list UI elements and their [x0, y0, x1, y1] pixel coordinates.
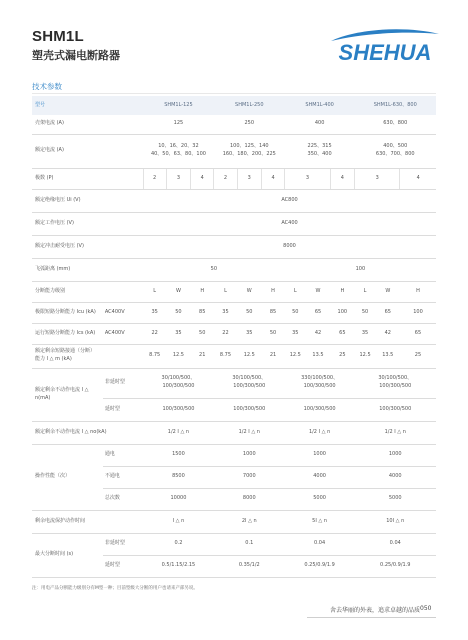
- row-sublabel: 非延时型: [103, 533, 143, 555]
- row-label: 额定剩余不动作电流 I △ n(mA): [32, 368, 103, 421]
- header-model-630: SHM1L-630、800: [355, 96, 437, 115]
- table-cell: 2: [214, 168, 237, 189]
- table-cell: 13.5: [306, 344, 330, 368]
- table-row: [32, 115, 436, 134]
- table-cell: 1/2 I △ n: [214, 421, 285, 444]
- row-sublabel: 通电: [103, 444, 143, 466]
- row-sublabel: 非延时型: [103, 368, 143, 398]
- table-cell: 0.25/0.9/1.9: [285, 555, 355, 577]
- table-cell: 1000: [355, 444, 437, 466]
- table-row: [32, 134, 436, 168]
- table-cell: 4: [330, 168, 354, 189]
- table-cell: 1000: [214, 444, 285, 466]
- table-cell: 1/2 I △ n: [355, 421, 437, 444]
- logo-text: SHEHUA: [338, 40, 432, 65]
- table-cell: 3: [237, 168, 261, 189]
- table-cell: 50: [355, 302, 376, 323]
- header-model-125: SHM1L-125: [143, 96, 214, 115]
- row-label: 最大分断时间 (s): [32, 533, 103, 577]
- table-cell: L: [285, 281, 306, 302]
- table-cell: 65: [400, 323, 436, 344]
- table-cell: 225、315 350、400: [285, 134, 355, 168]
- page-number: 050: [420, 605, 432, 612]
- table-cell: 7000: [214, 466, 285, 488]
- table-cell: AC400: [143, 212, 436, 235]
- table-cell: 5000: [355, 488, 437, 510]
- table-cell: 5I △ n: [285, 510, 355, 533]
- table-cell: 12.5: [166, 344, 190, 368]
- table-row: [32, 302, 436, 323]
- table-row: [32, 368, 436, 398]
- table-cell: 8000: [143, 235, 436, 258]
- table-cell: 30/100/500、 100/300/500: [214, 368, 285, 398]
- row-label: 极限短路分断能力 Icu (kA): [32, 302, 103, 323]
- footnote: 注：用电产品分断能力级别分有M型一种；目前型级大分断的用户也请来产部另说。: [32, 586, 198, 591]
- table-cell: 0.25/0.9/1.9: [355, 555, 437, 577]
- table-cell: 8500: [143, 466, 214, 488]
- table-row: [32, 235, 436, 258]
- table-cell: 85: [261, 302, 284, 323]
- table-cell: 0.5/1.15/2.15: [143, 555, 214, 577]
- table-cell: 30/100/500、 100/300/500: [143, 368, 214, 398]
- row-label: 额定剩余短路接通（分断） 能力 I △ m (kA): [32, 344, 143, 368]
- table-cell: 35: [237, 323, 261, 344]
- table-cell: L: [355, 281, 376, 302]
- table-cell: 2: [143, 168, 166, 189]
- table-cell: 10I △ n: [355, 510, 437, 533]
- row-label: 额定绝缘电压 Ui (V): [32, 189, 143, 212]
- table-cell: 250: [214, 115, 285, 134]
- table-cell: 400: [285, 115, 355, 134]
- table-cell: 12.5: [285, 344, 306, 368]
- table-cell: 22: [214, 323, 237, 344]
- table-cell: 1/2 I △ n: [285, 421, 355, 444]
- table-cell: 42: [306, 323, 330, 344]
- table-cell: 100: [285, 258, 436, 281]
- table-cell: AC800: [143, 189, 436, 212]
- table-cell: 4000: [355, 466, 437, 488]
- table-cell: 13.5: [376, 344, 400, 368]
- table-cell: 50: [143, 258, 285, 281]
- table-cell: H: [330, 281, 354, 302]
- row-sublabel: 延时型: [103, 398, 143, 421]
- row-label: 壳架电流 (A): [32, 115, 143, 134]
- row-label: 额定冲击耐受电压 (V): [32, 235, 143, 258]
- table-cell: 0.04: [285, 533, 355, 555]
- table-cell: 8000: [214, 488, 285, 510]
- table-cell: 50: [285, 302, 306, 323]
- table-cell: 10、16、20、32 40、50、63、80、100: [143, 134, 214, 168]
- table-cell: I △ n: [143, 510, 214, 533]
- table-cell: 3: [355, 168, 400, 189]
- table-cell: 4: [400, 168, 436, 189]
- table-cell: 35: [166, 323, 190, 344]
- table-cell: 12.5: [237, 344, 261, 368]
- row-sublabel: AC400V: [103, 302, 143, 323]
- table-cell: 100/300/500: [355, 398, 437, 421]
- table-cell: 12.5: [355, 344, 376, 368]
- table-cell: 65: [306, 302, 330, 323]
- table-cell: 1/2 I △ n: [143, 421, 214, 444]
- table-row: [32, 421, 436, 444]
- table-cell: 100: [330, 302, 354, 323]
- row-sublabel: AC400V: [103, 323, 143, 344]
- table-cell: W: [166, 281, 190, 302]
- table-cell: 50: [166, 302, 190, 323]
- table-cell: 21: [261, 344, 284, 368]
- table-row: [32, 510, 436, 533]
- row-sublabel: 延时型: [103, 555, 143, 577]
- shehua-logo: [328, 26, 442, 70]
- table-cell: 35: [355, 323, 376, 344]
- table-cell: 21: [191, 344, 214, 368]
- table-cell: 2I △ n: [214, 510, 285, 533]
- table-cell: 1500: [143, 444, 214, 466]
- table-cell: 8.75: [214, 344, 237, 368]
- row-label: 极数 (P): [32, 168, 143, 189]
- table-header-row: [32, 96, 436, 115]
- table-row: [32, 533, 436, 555]
- row-sublabel: 不通电: [103, 466, 143, 488]
- table-cell: H: [191, 281, 214, 302]
- table-cell: L: [143, 281, 166, 302]
- table-cell: 35: [285, 323, 306, 344]
- table-cell: 4: [191, 168, 214, 189]
- row-label: 额定工作电压 (V): [32, 212, 143, 235]
- row-sublabel: 总次数: [103, 488, 143, 510]
- table-cell: L: [214, 281, 237, 302]
- table-cell: H: [261, 281, 284, 302]
- table-cell: 65: [376, 302, 400, 323]
- table-cell: 100/300/500: [285, 398, 355, 421]
- table-cell: H: [400, 281, 436, 302]
- table-row: [32, 344, 436, 368]
- footer-divider: [307, 617, 436, 618]
- table-cell: 3: [166, 168, 190, 189]
- table-cell: 50: [237, 302, 261, 323]
- table-cell: 25: [330, 344, 354, 368]
- row-label: 操作性能（次）: [32, 444, 103, 510]
- table-row: [32, 258, 436, 281]
- page-title: SHM1L: [32, 28, 84, 45]
- row-label: 飞弧距离 (mm): [32, 258, 143, 281]
- table-cell: 5000: [285, 488, 355, 510]
- row-label: 运行短路分断能力 Ics (kA): [32, 323, 103, 344]
- table-cell: 22: [143, 323, 166, 344]
- row-label: 额定电流 (A): [32, 134, 143, 168]
- footer-slogan: 舍去华丽的外表，追求卓越的品质: [330, 607, 421, 614]
- table-cell: 0.35/1/2: [214, 555, 285, 577]
- table-cell: 330/100/500、 100/300/500: [285, 368, 355, 398]
- table-cell: 400、500 630、700、800: [355, 134, 437, 168]
- table-cell: W: [306, 281, 330, 302]
- table-row: [32, 281, 436, 302]
- table-cell: W: [376, 281, 400, 302]
- table-cell: 50: [261, 323, 284, 344]
- row-label: 剩余电流保护动作时间: [32, 510, 143, 533]
- section-title: 技术参数: [32, 82, 62, 91]
- table-row: [32, 444, 436, 466]
- table-cell: 0.04: [355, 533, 437, 555]
- table-cell: 0.1: [214, 533, 285, 555]
- row-label: 分断能力级别: [32, 281, 143, 302]
- header-model-250: SHM1L-250: [214, 96, 285, 115]
- table-row: [32, 189, 436, 212]
- table-cell: 100/300/500: [214, 398, 285, 421]
- table-cell: 3: [285, 168, 330, 189]
- table-cell: 125: [143, 115, 214, 134]
- table-cell: 35: [214, 302, 237, 323]
- table-cell: 4: [261, 168, 284, 189]
- table-cell: 42: [376, 323, 400, 344]
- table-row: [32, 323, 436, 344]
- table-cell: 100: [400, 302, 436, 323]
- table-row: [32, 168, 436, 189]
- table-cell: 0.2: [143, 533, 214, 555]
- spec-table: [32, 96, 436, 578]
- table-cell: 100/300/500: [143, 398, 214, 421]
- table-cell: 100、125、140 160、180、200、225: [214, 134, 285, 168]
- table-cell: 30/100/500、 100/300/500: [355, 368, 437, 398]
- table-cell: 25: [400, 344, 436, 368]
- table-cell: 1000: [285, 444, 355, 466]
- table-cell: 85: [191, 302, 214, 323]
- table-cell: W: [237, 281, 261, 302]
- table-cell: 8.75: [143, 344, 166, 368]
- table-cell: 35: [143, 302, 166, 323]
- header-label: 型号: [32, 96, 143, 115]
- header-model-400: SHM1L-400: [285, 96, 355, 115]
- section-divider: [32, 93, 436, 94]
- table-cell: 50: [191, 323, 214, 344]
- table-row: [32, 212, 436, 235]
- table-cell: 630、800: [355, 115, 437, 134]
- product-subtitle: 塑壳式漏电断路器: [32, 49, 120, 62]
- table-cell: 4000: [285, 466, 355, 488]
- table-cell: 10000: [143, 488, 214, 510]
- table-cell: 65: [330, 323, 354, 344]
- row-label: 额定剩余不动作电流 I △ no(kA): [32, 421, 143, 444]
